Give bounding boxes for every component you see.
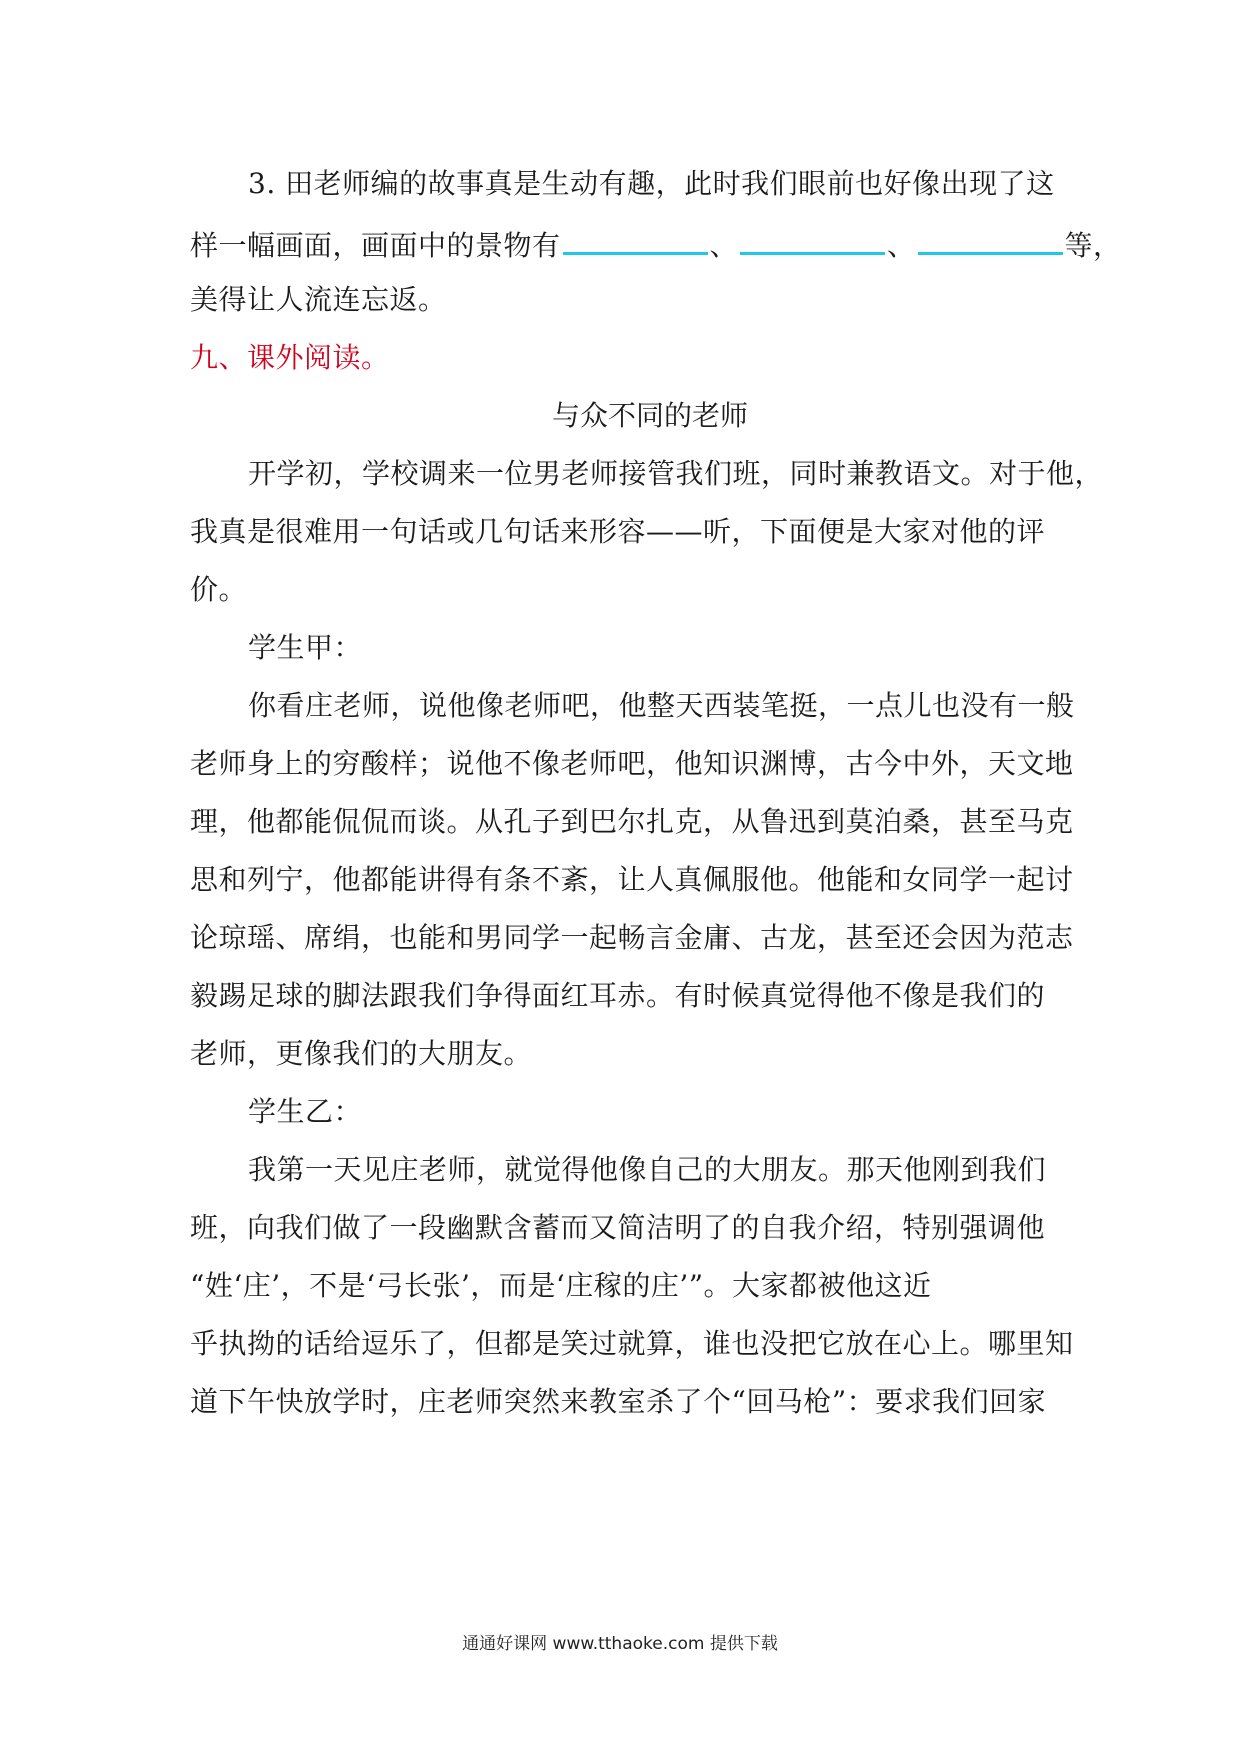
body-line: 老师身上的穷酸样；说他不像老师吧，他知识渊博，古今中外，天文地 bbox=[190, 747, 1074, 780]
question3-line3: 美得让人流连忘返。 bbox=[190, 283, 447, 316]
body-line: 班，向我们做了一段幽默含蓄而又简洁明了的自我介绍，特别强调他 bbox=[190, 1211, 1046, 1244]
body-line: “姓‘庄’，不是‘弓长张’，而是‘庄稼的庄’”。大家都被他这近 bbox=[190, 1269, 932, 1302]
question3-line1: 3. 田老师编的故事真是生动有趣，此时我们眼前也好像出现了这 bbox=[248, 167, 1055, 200]
body-line: 思和列宁，他都能讲得有条不紊，让人真佩服他。他能和女同学一起讨 bbox=[190, 863, 1074, 896]
body-line: 开学初，学校调来一位男老师接管我们班，同时兼教语文。对于他， bbox=[248, 457, 1104, 490]
answer-blank-1[interactable] bbox=[563, 222, 708, 255]
body-line: 理，他都能侃侃而谈。从孔子到巴尔扎克，从鲁迅到莫泊桑，甚至马克 bbox=[190, 805, 1074, 838]
speaker-label: 学生乙： bbox=[248, 1095, 363, 1128]
body-line: 我第一天见庄老师，就觉得他像自己的大朋友。那天他刚到我们 bbox=[248, 1153, 1047, 1186]
article-title: 与众不同的老师 bbox=[551, 399, 748, 432]
page-footer: 通通好课网 www.tthaoke.com 提供下载 bbox=[462, 1634, 778, 1654]
separator-1: 、 bbox=[709, 229, 739, 262]
section-heading: 九、课外阅读。 bbox=[190, 341, 390, 374]
body-line: 价。 bbox=[190, 573, 248, 606]
body-line: 你看庄老师，说他像老师吧，他整天西装笔挺，一点儿也没有一般 bbox=[248, 689, 1075, 722]
answer-blank-2[interactable] bbox=[740, 222, 885, 255]
answer-blank-3[interactable] bbox=[918, 222, 1063, 255]
body-line: 老师，更像我们的大朋友。 bbox=[190, 1037, 533, 1070]
body-line: 论琼瑶、席绢，也能和男同学一起畅言金庸、古龙，甚至还会因为范志 bbox=[190, 921, 1074, 954]
question3-line2-end: 等， bbox=[1064, 229, 1122, 262]
body-line: 乎执拗的话给逗乐了，但都是笑过就算，谁也没把它放在心上。哪里知 bbox=[190, 1327, 1074, 1360]
question3-line2-text: 样一幅画面，画面中的景物有 bbox=[190, 229, 561, 262]
body-line: 毅踢足球的脚法跟我们争得面红耳赤。有时候真觉得他不像是我们的 bbox=[190, 979, 1046, 1012]
question3-line2 bbox=[190, 222, 1122, 266]
body-line: 我真是很难用一句话或几句话来形容——听，下面便是大家对他的评 bbox=[190, 515, 1046, 548]
body-line: 道下午快放学时，庄老师突然来教室杀了个“回马枪”：要求我们回家 bbox=[190, 1385, 1047, 1418]
speaker-label: 学生甲： bbox=[248, 631, 363, 664]
separator-2: 、 bbox=[887, 229, 916, 262]
